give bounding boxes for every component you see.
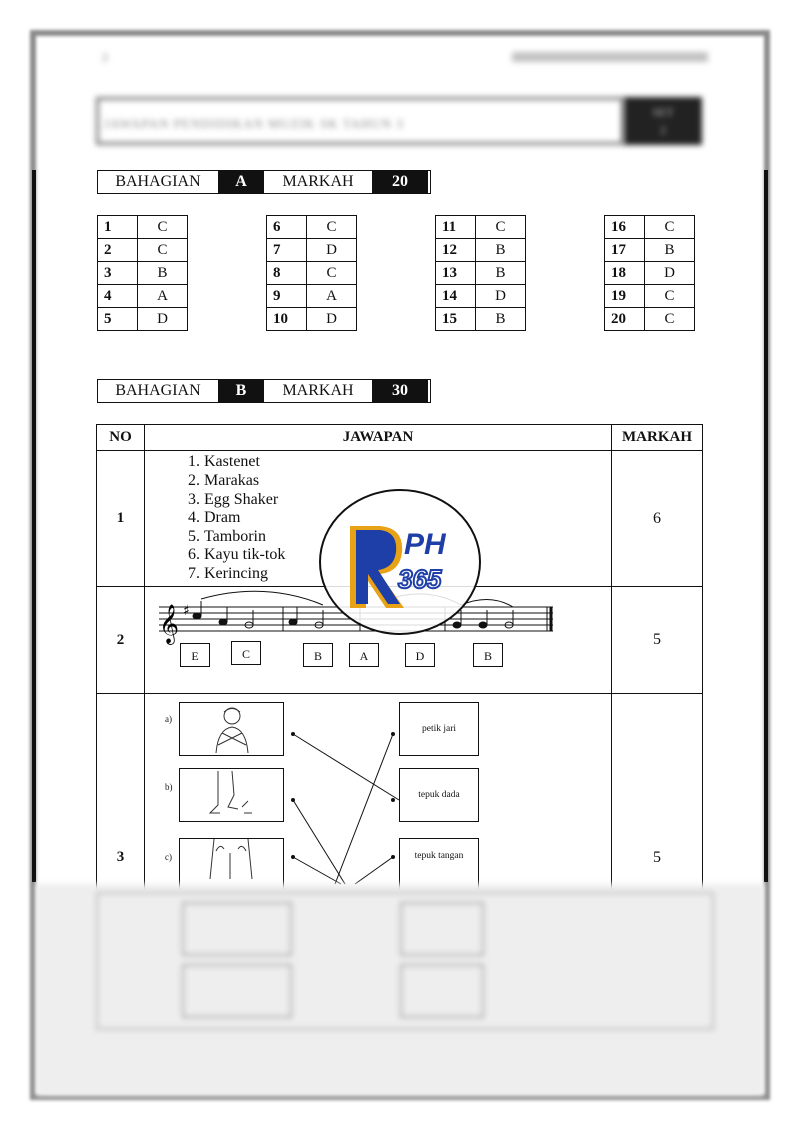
note-box: A [349,643,379,667]
list-item: 5. Tamborin [204,528,610,547]
q-number: 4 [98,285,138,308]
q-number: 11 [436,216,476,239]
q-answer: D [645,262,695,285]
section-b-marks: 30 [372,380,428,402]
answer-table-3 [435,215,526,331]
answer-row [98,239,188,262]
q-answer: B [476,262,526,285]
match-label: a) [165,714,172,724]
q-number: 18 [605,262,645,285]
q2-number: 2 [97,587,145,694]
q-answer: C [138,216,188,239]
list-item: 2. Marakas [204,472,610,491]
q1-marks: 6 [612,451,703,587]
q-number: 16 [605,216,645,239]
q-number: 2 [98,239,138,262]
q-answer: D [307,239,357,262]
blurred-picture [182,902,292,956]
answer-row [436,216,526,239]
answer-row [267,239,357,262]
list-item: 3. Egg Shaker [204,491,610,510]
list-item: 7. Kerincing [204,565,610,584]
logo-365: 365 [398,564,442,594]
note-box: D [405,643,435,667]
q-answer: A [138,285,188,308]
answer-row [605,239,695,262]
q-number: 15 [436,308,476,331]
note-box: C [231,641,261,665]
rph365-logo-icon [318,488,482,636]
q-number: 12 [436,239,476,262]
logo-ph: PH [404,528,446,561]
q-number: 13 [436,262,476,285]
q-number: 6 [267,216,307,239]
blurred-word [400,964,484,1018]
section-a-marks: 20 [372,171,428,193]
note-box: B [303,643,333,667]
answer-row [436,262,526,285]
q-number: 19 [605,285,645,308]
match-label: b) [165,782,173,792]
section-b-marks-label: MARKAH [282,382,354,399]
left-border [32,170,36,882]
q-number: 3 [98,262,138,285]
header-no: NO [97,425,145,451]
document-title: JAWAPAN PENDIDIKAN MUZIK SK TAHUN 3 [104,116,404,131]
answer-row [267,262,357,285]
q-number: 9 [267,285,307,308]
section-a-letter: A [218,171,264,193]
answer-row [267,285,357,308]
section-a-label: BAHAGIAN [115,173,201,190]
q-answer: B [645,239,695,262]
q-answer: B [476,239,526,262]
q-number: 1 [98,216,138,239]
answer-table-1 [97,215,188,331]
table-header-row [97,425,703,451]
list-item: 1. Kastenet [204,453,610,472]
set-badge-number: 2 [660,123,666,137]
q-answer: C [476,216,526,239]
q-answer: C [138,239,188,262]
answer-row [605,262,695,285]
q-number: 7 [267,239,307,262]
q2-marks: 5 [612,587,703,694]
q-number: 20 [605,308,645,331]
answer-row [436,308,526,331]
answer-row [98,285,188,308]
section-a-bar [97,170,431,194]
answer-row [605,216,695,239]
q-answer: A [307,285,357,308]
section-a-marks-label: MARKAH [282,173,354,190]
answer-table-2 [266,215,357,331]
q-number: 8 [267,262,307,285]
q-answer: C [307,216,357,239]
q-answer: C [307,262,357,285]
q-answer: D [476,285,526,308]
q-answer: C [645,285,695,308]
section-b-letter: B [218,380,264,402]
word-box: tepuk tangan [399,838,479,892]
q-number: 14 [436,285,476,308]
list-item: 6. Kayu tik-tok [204,546,610,565]
word-box: tepuk dada [399,768,479,822]
q3-number: 3 [116,849,125,865]
watermark-logo [318,488,482,636]
answer-row [605,308,695,331]
answer-row [436,239,526,262]
q-answer: B [476,308,526,331]
sharp-icon: ♯ [183,603,190,619]
q3-marks: 5 [653,849,661,866]
answer-table-4 [604,215,695,331]
note-box: E [180,643,210,667]
list-item: 4. Dram [204,509,610,528]
word-box: petik jari [399,702,479,756]
header-marks: MARKAH [612,425,703,451]
blurred-word [400,902,484,956]
note-box: B [473,643,503,667]
section-b-label: BAHAGIAN [115,382,201,399]
q-answer: B [138,262,188,285]
treble-clef-icon: 𝄞 [159,604,180,644]
answer-row [605,285,695,308]
right-border [764,170,768,882]
blurred-bottom [36,884,764,1096]
matching-lines [145,694,610,894]
header-answer: JAWAPAN [145,425,612,451]
page-number: 2 [102,50,108,64]
q-answer: D [138,308,188,331]
q-answer: D [307,308,357,331]
match-label: c) [165,852,172,862]
q-number: 10 [267,308,307,331]
header-right-text [512,52,708,62]
set-badge-label: SET [652,105,674,119]
answer-row [98,216,188,239]
answer-row [98,262,188,285]
answer-row [436,285,526,308]
answer-row [267,308,357,331]
q-answer: C [645,308,695,331]
answer-row [98,308,188,331]
q1-number: 1 [97,451,145,587]
answer-row [267,216,357,239]
set-badge [624,97,702,145]
q-number: 17 [605,239,645,262]
q-answer: C [645,216,695,239]
blurred-picture [182,964,292,1018]
section-b-bar [97,379,431,403]
q-number: 5 [98,308,138,331]
